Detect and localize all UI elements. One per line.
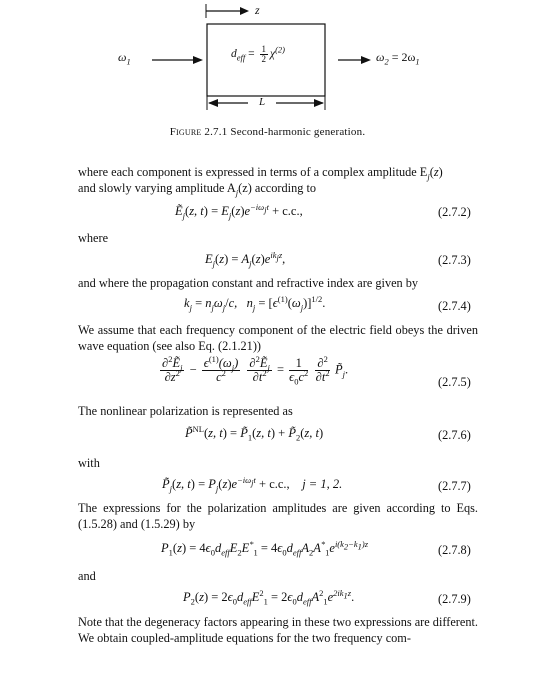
- equation-number-2-7-5: (2.7.5): [438, 375, 471, 389]
- paragraph-degeneracy-factors: Note that the degeneracy factors appearing in these two expressions are different. We obtain coupled-amplitude equations for the two frequency com-: [78, 615, 478, 645]
- equation-number-2-7-2: (2.7.2): [438, 205, 471, 219]
- equation-number-2-7-3: (2.7.3): [438, 253, 471, 267]
- paragraph-propagation-constant: and where the propagation constant and refractive index are given by: [78, 276, 419, 290]
- equation-2-7-6: P̃$^{NL}$(z, $t) = P̃_1(z$, $t) + P̃_2(z$, t): [185, 423, 324, 443]
- equation-2-7-4: $k_j = n_j\omega_j/c$, $n_j = [\epsilon^{(1)}(\omega_j)]^{1/2}$.: [184, 293, 326, 313]
- length-arrowhead-left: [208, 99, 218, 107]
- word-with: with: [78, 456, 100, 470]
- word-and: and: [78, 569, 96, 583]
- output-beam-arrowhead: [361, 56, 371, 64]
- equation-number-2-7-9: (2.7.9): [438, 592, 471, 606]
- figure-caption: Figure 2.7.1 Second-harmonic generation.: [169, 126, 366, 138]
- equation-2-7-8: $P_1(z) = 4\epsilon_0d_{eff}E_2E^*_1 = 4\epsilon_0d_{eff}A_2A^*_1e^{i(k_2-k_1)z}$: [161, 538, 369, 558]
- equation-2-7-9: $P_2(z) = 2\epsilon_0d_{eff}E^2_1 = 2\epsilon_0d_{eff}A^2_1e^{2ik_1z}$.: [183, 587, 355, 607]
- equation-number-2-7-6: (2.7.6): [438, 428, 471, 442]
- length-arrowhead-right: [314, 99, 324, 107]
- paragraph-polarization-amplitudes: The expressions for the polarization amplitudes are given according to Eqs. (1.5.28) and (1.5.29) by: [78, 501, 478, 531]
- equation-number-2-7-8: (2.7.8): [438, 543, 471, 557]
- z-axis-arrowhead: [240, 7, 249, 15]
- equation-number-2-7-7: (2.7.7): [438, 479, 471, 493]
- paragraph-driven-wave-equation: We assume that each frequency component of the electric field obeys the driven wave equation (see also Eq. (2.1.21)): [78, 323, 478, 353]
- figure-second-harmonic: [0, 0, 535, 145]
- equation-2-7-5: $\frac{\partial^2Ẽ_j}{\partial z^2}$ − $\frac{\epsilon^{(1)}(\omega_j)}{c^2}$ $\frac{\partial^2Ẽ_j}{\partial t^2}$ = $\frac{1}{\epsilon_0c^2}$ $\frac{\partial^2}{\partial t^2}$ $P̃_j$.: [162, 353, 349, 387]
- equation-2-7-2: Ẽ$_j$(z, $t) = E_j(z)e^{-i\omega_jt} + c.c$.,: [175, 201, 303, 221]
- equation-number-2-7-4: (2.7.4): [438, 299, 471, 313]
- paragraph-complex-amplitude: where each component is expressed in terms of a complex amplitude $E_j(z)$ and slowly varying amplitude $A_j(z)$ according to: [78, 165, 443, 198]
- input-omega-label: $\omega_1$: [118, 50, 131, 67]
- length-label: L: [259, 96, 266, 108]
- paragraph-nonlinear-polarization: The nonlinear polarization is represented as: [78, 404, 293, 418]
- word-where: where: [78, 231, 109, 245]
- equation-2-7-7: $P̃_j(z$, $t) = P_j(z)e^{-i\omega_jt} + c.c$., j = 1, 2.: [162, 474, 343, 494]
- output-omega-label: $\omega_2 = 2\omega_1$: [376, 50, 420, 67]
- equation-2-7-3: $E_j(z) = A_j(z)e^{ik_jz}$,: [205, 249, 286, 269]
- z-axis-label: z: [255, 3, 260, 17]
- input-beam-arrowhead: [193, 56, 203, 64]
- box-coefficient-label: $d_{eff}$ = $\frac{1}{2}$ $\chi^{(2)}$: [231, 44, 285, 64]
